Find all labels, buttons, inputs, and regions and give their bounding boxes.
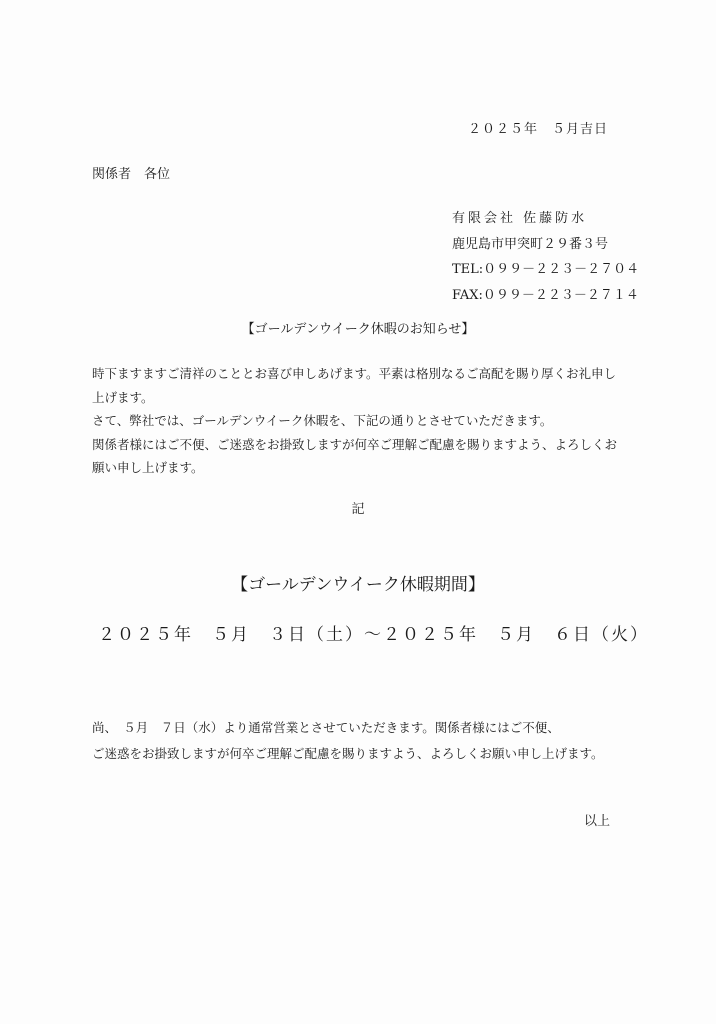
- company-name: 有限会社 佐藤防水: [452, 211, 588, 226]
- closing-text: [92, 715, 622, 767]
- period-dates: ２０２５年 ５月 ３日（土）～２０２５年 ５月 ６日（火）: [98, 625, 649, 645]
- closing-ijo: 以上: [583, 814, 610, 829]
- closing-line: 尚、 ５月 ７日（水）より通常営業とさせていただきます。関係者様にはご不便、: [92, 720, 560, 735]
- period-title: 【ゴールデンウイーク休暇期間】: [231, 575, 485, 595]
- company-tel: TEL:０９９－２２３－２７０４: [452, 262, 640, 277]
- notice-paragraph: 関係者様にはご不便、ご迷惑をお掛致しますが何卒ご理解ご配慮を賜りますよう、よろしくお願い申し上げます。: [92, 436, 618, 475]
- closing-line: ご迷惑をお掛致しますが何卒ご理解ご配慮を賜りますよう、よろしくお願い申し上げます。: [92, 746, 604, 761]
- ki-marker: 記: [351, 502, 365, 517]
- issue-date: ２０２５年 ５月吉日: [467, 122, 608, 137]
- notice-paragraph: さて、弊社では、ゴールデンウイーク休暇を、下記の通りとさせていただきます。: [92, 413, 553, 428]
- recipient-line: 関係者 各位: [92, 167, 171, 182]
- company-info: [452, 206, 639, 308]
- company-fax: FAX:０９９－２２３－２７１４: [452, 287, 639, 303]
- notice-title: 【ゴールデンウイーク休暇のお知らせ】: [241, 322, 475, 337]
- notice-body: [92, 362, 622, 480]
- notice-paragraph: 時下ますますご清祥のこととお喜び申しあげます。平素は格別なるご高配を賜り厚くお礼申し上げます。: [92, 366, 617, 405]
- company-address: 鹿児島市甲突町２９番３号: [452, 236, 609, 252]
